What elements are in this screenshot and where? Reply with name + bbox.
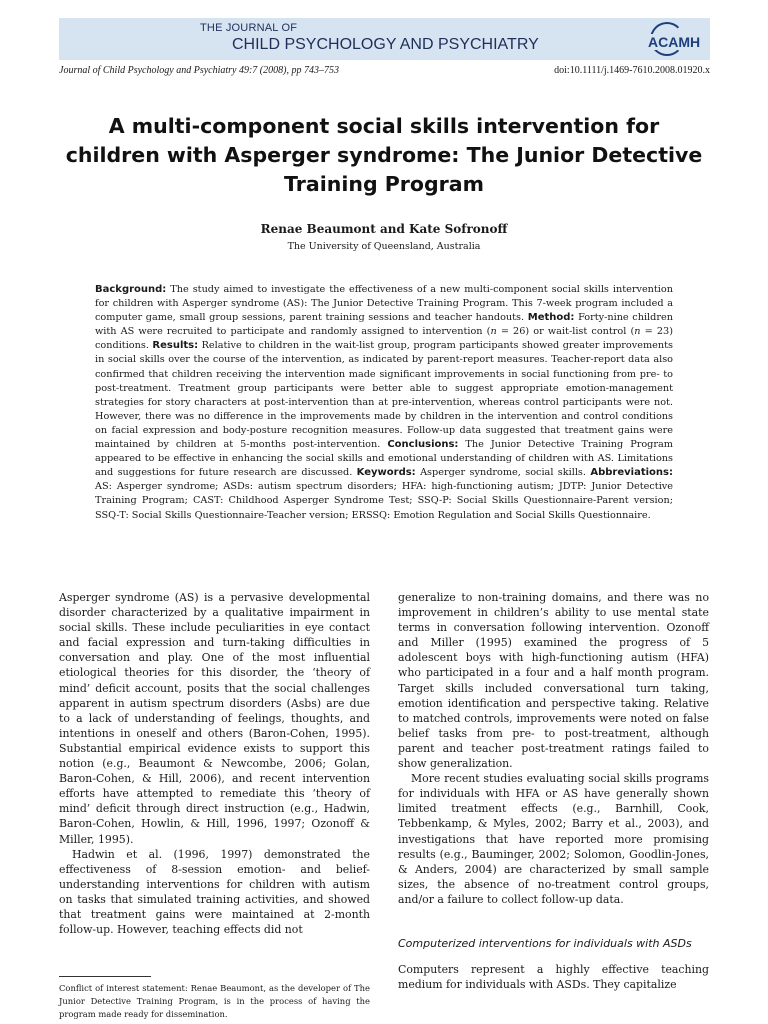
abstract-label-keywords: Keywords: [356,467,416,479]
n-symbol: n [490,326,497,338]
n-symbol: n [634,326,641,338]
affiliation: The University of Queensland, Australia [287,241,481,252]
body-paragraph: Computers represent a highly effective teaching medium for individuals with ASDs. They capitalize [398,962,709,992]
body-paragraph: Asperger syndrome (AS) is a pervasive developmental disorder characterized by a qualitative impairment in social skills. These include peculiarities in eye contact and facial expression and turn-taking difficulties in conversation and play. One of the most influential etiological theories for this disorder, the ‘theory of mind’ deficit account, posits that the social challenges apparent in autism spectrum disorders (Asbs) are due to a lack of understanding of feelings, thoughts, and intentions in oneself and others (Baron-Cohen, 1995). Substantial empirical evidence exists to support this notion (e.g., Beaumont & Newcombe, 2006; Golan, Baron-Cohen, & Hill, 2006), and recent intervention efforts have attempted to remediate this ‘theory of mind’ deficit through direct instruction (e.g., Hadwin, Baron-Cohen, Howlin, & Hill, 1996, 1997; Ozonoff & Miller, 1995). [59,591,370,846]
abstract-method-b: = 26) or wait-list control ( [496,326,635,338]
authors: Renae Beaumont and Kate Sofronoff [260,222,508,236]
abstract-label-background: Background: [95,284,167,295]
section-subheading: Computerized interventions for individuals with ASDs [398,936,692,950]
abstract-conclusions: The Junior Detective Training Program appeared to be effective in enhancing the social skills and emotional understanding of children with AS. Limitations and suggestions for future research are discussed. [95,439,673,479]
abstract-results: Relative to children in the wait-list group, program participants showed greater improvements in social skills over the course of the intervention, as indicated by parent-report measures. Teacher-report data also confirmed that children receiving the intervention made significant improvements in social functioning from pre- to post-treatment. Treatment group participants were better able to suggest appropriate emotion-management strategies for story characters at post-intervention than at pre-intervention, whereas control participants were not. However, there was no difference in the improvements made by children in the intervention and control conditions on facial expression and body-posture recognition measures. Follow-up data suggested that treatment gains were maintained by children at 5-months post-intervention. [95,340,673,451]
abstract-method-c: = 23) conditions. [95,326,673,352]
abstract-background: The study aimed to investigate the effectiveness of a new multi-component social skills intervention for children with Asperger syndrome (AS): The Junior Detective Training Program. This 7-week program included a computer game, small group sessions, parent training sessions and teacher handouts. [95,284,673,324]
abstract-label-conclusions: Conclusions: [387,439,459,451]
abstract-label-abbreviations: Abbreviations: [590,467,673,479]
body-paragraph: Hadwin et al. (1996, 1997) demonstrated the effectiveness of 8-session emotion- and belief-understanding interventions for children with autism on tasks that simulated training activities, and showed that treatment gains were maintained at 2-month follow-up. However, teaching effects did not [59,847,370,937]
journal-name-line2: CHILD PSYCHOLOGY AND PSYCHIATRY [232,36,539,53]
journal-name-line1: THE JOURNAL OF [200,22,298,34]
abstract-method-a: Forty-nine children with AS were recruited to participate and randomly assigned to intervention ( [95,312,673,338]
article-title: A multi-component social skills intervention for children with Asperger syndrome: The Junior Detective Training Program [65,114,703,196]
abstract-keywords: Asperger syndrome, social skills. [420,467,586,479]
footnote: Conflict of interest statement: Renae Beaumont, as the developer of The Junior Detective Training Program, is in the process of having the program made ready for dissemination. [59,983,370,1019]
abstract-label-method: Method: [527,312,575,324]
body-paragraph: More recent studies evaluating social skills programs for individuals with HFA or AS have generally shown limited treatment effects (e.g., Barnhill, Cook, Tebbenkamp, & Myles, 2002; Barry et al., 2003), and investigations that have reported more promising results (e.g., Bauminger, 2002; Solomon, Goodlin-Jones, & Anders, 2004) are characterized by small sample sizes, the absence of no-treatment control groups, and/or a failure to collect follow-up data. [398,772,709,906]
abstract-abbreviations: AS: Asperger syndrome; ASDs: autism spectrum disorders; HFA: high-functioning autism; JDTP: Junior Detective Training Program; CAST: Childhood Asperger Syndrome Test; SSQ-P: Social Skills Questionnaire-Parent version; SSQ-T: Social Skills Questionnaire-Teacher version; ERSSQ: Emotion Regulation and Social Skills Questionnaire. [95,481,673,521]
body-column-left [59,590,370,937]
logo-text: ACAMH [648,34,701,50]
acamh-logo [640,22,710,60]
body-paragraph: generalize to non-training domains, and there was no improvement in children’s ability to use mental state terms in conversation following intervention. Ozonoff and Miller (1995) examined the progress of 5 adolescent boys with high-functioning autism (HFA) who participated in a four and a half month program. Target skills included conversational turn taking, emotion identification and perspective taking. Relative to matched controls, improvements were noted on false belief tasks from pre- to post-treatment, although parent and teacher post-treatment ratings failed to show generalization. [398,591,709,771]
body-column-right [398,590,709,992]
abstract-label-results: Results: [152,340,199,352]
footnote-rule [59,976,151,977]
abstract [95,283,673,523]
journal-citation: Journal of Child Psychology and Psychiatry 49:7 (2008), pp 743–753 [59,65,339,76]
doi: doi:10.1111/j.1469-7610.2008.01920.x [554,65,710,76]
